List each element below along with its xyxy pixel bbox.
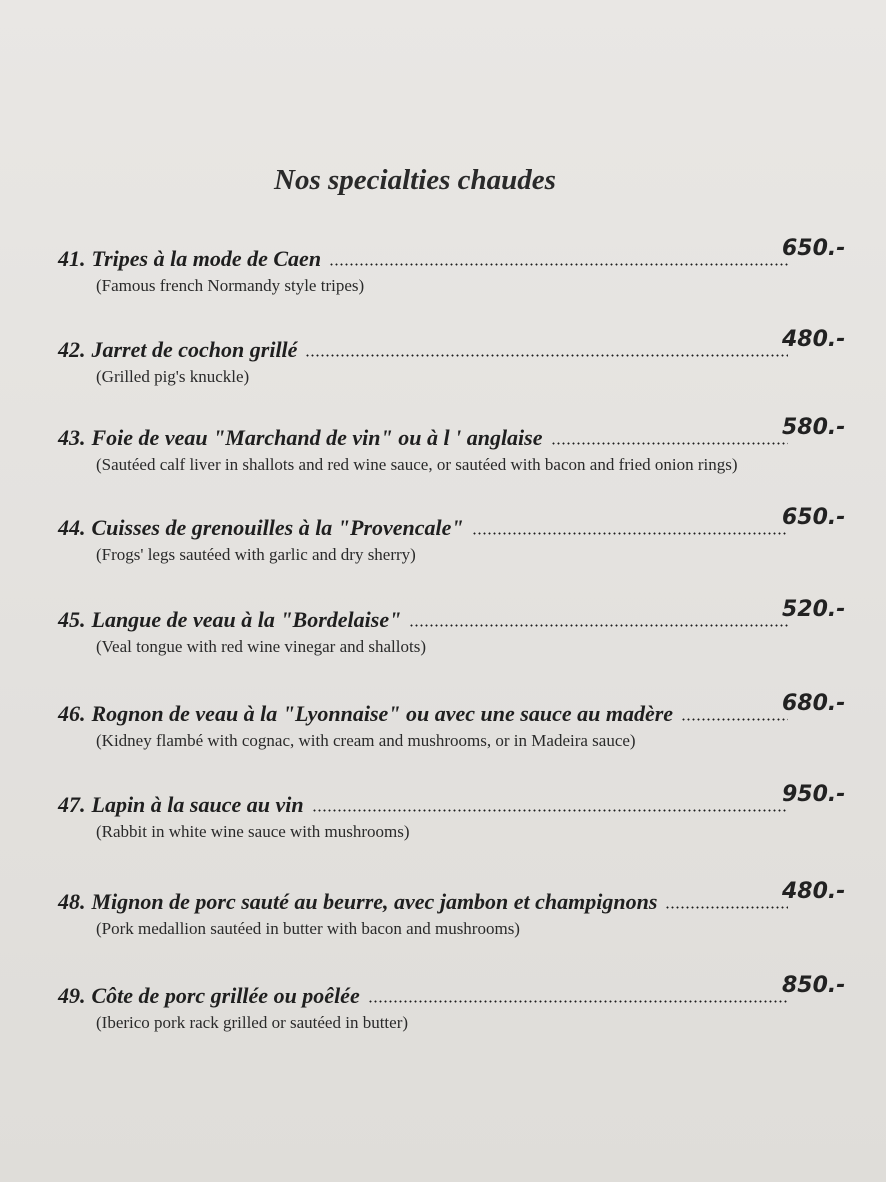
item-number: 42. <box>58 337 86 362</box>
menu-item-row <box>58 885 788 915</box>
item-description: (Sautéed calf liver in shallots and red wine sauce, or sautéed with bacon and fried onion rings) <box>96 455 738 474</box>
item-number: 41. <box>58 246 86 271</box>
menu-item-row <box>58 979 788 1009</box>
menu-item-row <box>58 788 788 818</box>
item-price: 480.- <box>782 879 846 904</box>
item-description: (Veal tongue with red wine vinegar and shallots) <box>96 637 426 656</box>
item-name: Langue de veau à la "Bordelaise" <box>91 607 402 632</box>
dot-leader <box>368 1000 788 1003</box>
dot-leader <box>312 809 788 812</box>
dot-leader <box>305 354 788 357</box>
item-description: (Pork medallion sautéed in butter with bacon and mushrooms) <box>96 919 520 938</box>
item-name: Rognon de veau à la "Lyonnaise" ou avec une sauce au madère <box>91 701 674 726</box>
item-description: (Famous french Normandy style tripes) <box>96 276 365 295</box>
dot-leader <box>665 906 788 909</box>
dot-leader <box>329 263 788 266</box>
item-number: 48. <box>58 889 86 914</box>
item-name: Mignon de porc sauté au beurre, avec jambon et champignons <box>91 889 658 914</box>
menu-item <box>0 597 886 673</box>
item-name: Tripes à la mode de Caen <box>91 246 322 271</box>
dot-leader <box>409 624 788 627</box>
item-name: Lapin à la sauce au vin <box>91 792 304 817</box>
item-price: 520.- <box>782 597 846 622</box>
menu-item <box>0 505 886 581</box>
item-name: Foie de veau "Marchand de vin" ou à l ' anglaise <box>91 425 543 450</box>
item-price: 650.- <box>782 236 846 261</box>
menu-item-row <box>58 242 788 272</box>
dot-leader <box>681 718 788 721</box>
menu-item-row <box>58 603 788 633</box>
item-price: 580.- <box>782 415 846 440</box>
item-description: (Frogs' legs sautéed with garlic and dry sherry) <box>96 545 416 564</box>
menu-item <box>0 327 886 403</box>
menu-item <box>0 691 886 767</box>
item-number: 46. <box>58 701 86 726</box>
item-number: 47. <box>58 792 86 817</box>
item-number: 43. <box>58 425 86 450</box>
dot-leader <box>551 442 789 445</box>
menu-item <box>0 879 886 955</box>
menu-item <box>0 415 886 491</box>
item-number: 49. <box>58 983 86 1008</box>
menu-item <box>0 973 886 1049</box>
item-price: 850.- <box>782 973 846 998</box>
item-description: (Iberico pork rack grilled or sautéed in butter) <box>96 1013 409 1032</box>
dot-leader <box>472 532 788 535</box>
item-number: 45. <box>58 607 86 632</box>
menu-item-row <box>58 697 788 727</box>
menu-title: Nos specialties chaudes <box>274 164 556 196</box>
item-price: 480.- <box>782 327 846 352</box>
item-number: 44. <box>58 515 86 540</box>
item-name: Côte de porc grillée ou poêlée <box>91 983 360 1008</box>
item-name: Jarret de cochon grillé <box>91 337 298 362</box>
menu-item-row <box>58 421 788 451</box>
item-description: (Kidney flambé with cognac, with cream and mushrooms, or in Madeira sauce) <box>96 731 636 750</box>
item-description: (Grilled pig's knuckle) <box>96 367 250 386</box>
item-price: 650.- <box>782 505 846 530</box>
menu-item-row <box>58 511 788 541</box>
item-description: (Rabbit in white wine sauce with mushrooms) <box>96 822 410 841</box>
item-price: 950.- <box>782 782 846 807</box>
menu-item <box>0 236 886 312</box>
item-price: 680.- <box>782 691 846 716</box>
menu-item <box>0 782 886 858</box>
menu-item-row <box>58 333 788 363</box>
item-name: Cuisses de grenouilles à la "Provencale" <box>91 515 464 540</box>
